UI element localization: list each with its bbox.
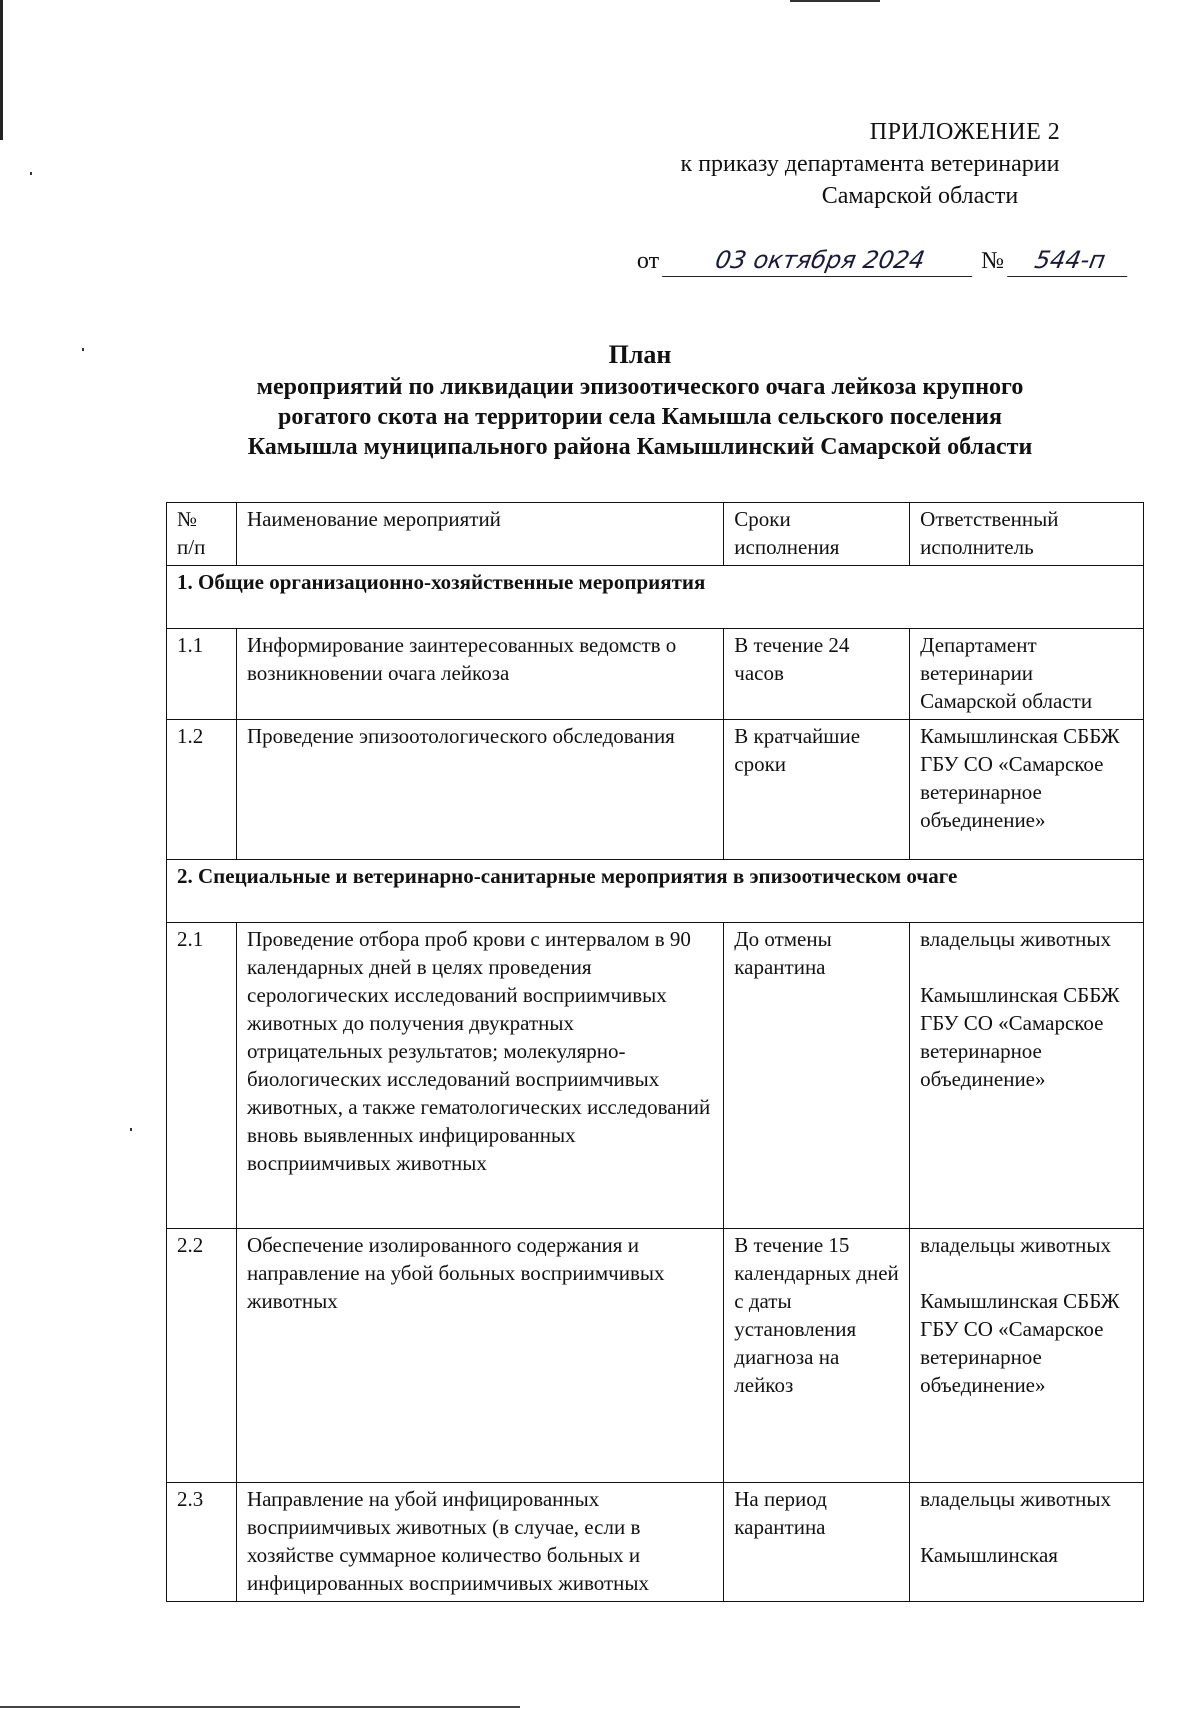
scan-speck — [30, 172, 32, 175]
row-responsible: владельцы животных Камышлинская — [910, 1483, 1144, 1602]
scan-speck — [82, 348, 84, 351]
row-responsible: владельцы животных Камышлинская СББЖ ГБУ СО «Самарское ветеринарное объединение» — [910, 923, 1144, 1229]
plan-subtitle-line: рогатого скота на территории села Камышла сельского поселения — [278, 404, 1002, 430]
row-name: Обеспечение изолированного содержания и направление на убой больных восприимчивых животных — [236, 1229, 723, 1483]
section-row — [167, 860, 1144, 923]
row-name: Информирование заинтересованных ведомств о возникновении очага лейкоза — [236, 629, 723, 720]
section-title: 1. Общие организационно-хозяйственные мероприятия — [167, 566, 1144, 629]
handwritten-date: 03 октября 2024 — [662, 244, 978, 277]
row-responsible: владельцы животных Камышлинская СББЖ ГБУ СО «Самарское ветеринарное объединение» — [910, 1229, 1144, 1483]
scan-edge-mark — [0, 1706, 520, 1708]
header-cell-number: № п/п — [167, 503, 237, 566]
scan-speck — [130, 1128, 132, 1131]
plan-title: План — [608, 340, 672, 369]
section-title: 2. Специальные и ветеринарно-санитарные мероприятия в эпизоотическом очаге — [167, 860, 1144, 923]
row-responsible: Департамент ветеринарии Самарской области — [910, 629, 1144, 720]
table-row — [167, 720, 1144, 860]
header-cell-name: Наименование мероприятий — [236, 503, 723, 566]
row-term: В течение 24 часов — [724, 629, 910, 720]
plan-subtitle-line: Камышла муниципального района Камышлинский Самарской области — [247, 434, 1033, 460]
row-number: 2.1 — [167, 923, 237, 1229]
appendix-line: к приказу департамента ветеринарии — [680, 151, 1060, 177]
scan-edge-mark — [0, 0, 3, 140]
appendix-line: Самарской области — [821, 183, 1019, 209]
table-row — [167, 1229, 1144, 1483]
number-label: № — [981, 248, 1004, 274]
appendix-header — [610, 116, 1130, 212]
plan-subtitle-line: мероприятий по ликвидации эпизоотического очага лейкоза крупного — [256, 374, 1024, 400]
header-cell-term: Сроки исполнения — [724, 503, 910, 566]
row-term: В течение 15 календарных дней с даты установления диагноза на лейкоз — [724, 1229, 910, 1483]
row-term: В кратчайшие сроки — [724, 720, 910, 860]
row-name: Проведение отбора проб крови с интервалом в 90 календарных дней в целях проведения серологических исследований восприимчивых животных до получения двукратных отрицательных результатов; молекулярно-биологических исследований восприимчивых животных, а также гематологических исследований вновь выявленных инфицированных восприимчивых животных — [236, 923, 723, 1229]
table-header-row — [167, 503, 1144, 566]
row-term: До отмены карантина — [724, 923, 910, 1229]
order-reference — [637, 244, 1130, 277]
from-label: от — [636, 248, 660, 274]
row-number: 1.2 — [167, 720, 237, 860]
row-name: Направление на убой инфицированных восприимчивых животных (в случае, если в хозяйстве суммарное количество больных и инфицированных восприимчивых животных — [236, 1483, 723, 1602]
header-cell-responsible: Ответственный исполнитель — [910, 503, 1144, 566]
plan-heading — [150, 340, 1130, 462]
table-row — [167, 629, 1144, 720]
handwritten-number: 544-п — [1007, 244, 1133, 277]
row-term: На период карантина — [724, 1483, 910, 1602]
row-number: 1.1 — [167, 629, 237, 720]
row-name: Проведение эпизоотологического обследования — [236, 720, 723, 860]
row-responsible: Камышлинская СББЖ ГБУ СО «Самарское ветеринарное объединение» — [910, 720, 1144, 860]
row-number: 2.2 — [167, 1229, 237, 1483]
appendix-title: ПРИЛОЖЕНИЕ 2 — [869, 119, 1061, 145]
row-number: 2.3 — [167, 1483, 237, 1602]
scan-edge-mark — [790, 0, 880, 2]
table-row — [167, 1483, 1144, 1602]
measures-table — [166, 502, 1144, 1602]
table-row — [167, 923, 1144, 1229]
section-row — [167, 566, 1144, 629]
